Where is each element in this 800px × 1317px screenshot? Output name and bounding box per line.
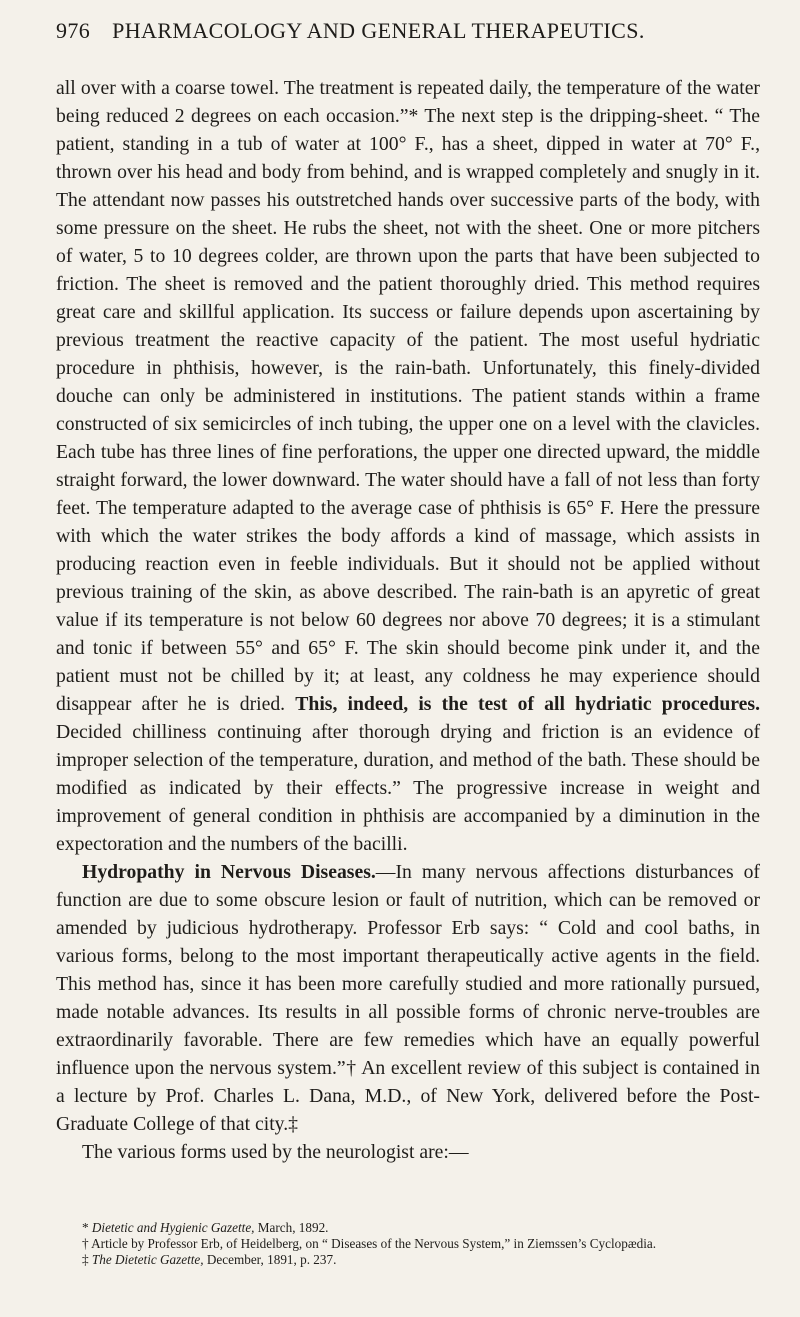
footnote-2: † Article by Professor Erb, of Heidelberg, on “ Diseases of the Nervous System,” in Ziemssen’s Cyclopædia. [82,1236,657,1251]
paragraph-text: —In many nervous affections disturbances of function are due to some obscure lesion or fault of nutrition, which can be removed or amended by judicious hydrotherapy. Professor Erb says: “ Cold and cool baths, in various forms, belong to the most important therapeutically active agents in the field. This method has, since it has been more carefully studied and more rationally pursued, made notable advances. Its results in all possible forms of chronic nerve-troubles are extraordinarily favorable. There are few remedies which have an equally powerful influence upon the nervous system.”† An excellent review of this subject is contained in a lecture by Prof. Charles L. Dana, M.D., of New York, delivered before the Post-Graduate College of that city.‡ [56,861,760,1135]
paragraph-text: The various forms used by the neurologist are:— [82,1141,469,1163]
page-number: 976 [56,18,91,43]
emphasis-text: This, indeed, is the test of all hydriatic procedures. [295,693,760,715]
paragraph-text-continued: Decided chilliness continuing after thorough drying and friction is an evidence of improper selection of the temperature, duration, and method of the bath. These should be modified as indicated by their effects.” The progressive increase in weight and improvement of general condition in phthisis are accompanied by a diminution in the expectoration and the numbers of the bacilli. [56,721,760,855]
running-header [56,18,756,44]
paragraph-nervous-diseases [56,858,760,1138]
footnotes [56,1220,760,1268]
footnote-1: * Dietetic and Hygienic Gazette, March, 1892. [82,1220,329,1235]
body-text [56,74,760,1166]
paragraph-text: all over with a coarse towel. The treatment is repeated daily, the temperature of the water being reduced 2 degrees on each occasion.”* The next step is the dripping-sheet. “ The patient, standing in a tub of water at 100° F., has a sheet, dipped in water at 70° F., thrown over his head and body from behind, and is wrapped completely and snugly in it. The attendant now passes his outstretched hands over successive parts of the body, with some pressure on the sheet. He rubs the sheet, not with the sheet. One or more pitchers of water, 5 to 10 degrees colder, are thrown upon the parts that have been subjected to friction. The sheet is removed and the patient thoroughly dried. This method requires great care and skillful application. Its success or failure depends upon ascertaining by previous treatment the reactive capacity of the patient. The most useful hydriatic procedure in phthisis, however, is the rain-bath. Unfortunately, this finely-divided douche can only be administered in institutions. The patient stands within a frame constructed of six semicircles of inch tubing, the upper one on a level with the clavicles. Each tube has three lines of fine perforations, the upper one directed upward, the middle straight forward, the lower downward. The water should have a fall of not less than forty feet. The temperature adapted to the average case of phthisis is 65° F. Here the pressure with which the water strikes the body affords a kind of massage, which assists in producing reaction even in feeble individuals. But it should not be applied without previous training of the skin, as above described. The rain-bath is an apyretic of great value if its temperature is not below 60 degrees nor above 70 degrees; it is a stimulant and tonic if between 55° and 65° F. The skin should become pink under it, and the patient must not be chilled by it; at least, any coldness he may experience should disappear after he is dried. [56,77,760,715]
running-title: PHARMACOLOGY AND GENERAL THERAPEUTICS. [112,18,645,43]
paragraph-forms [56,1138,760,1166]
footnote-3: ‡ The Dietetic Gazette, December, 1891, p. 237. [82,1252,337,1267]
footnote-source-title: Dietetic and Hygienic Gazette, [91,1220,255,1235]
section-heading: Hydropathy in Nervous Diseases. [82,861,376,883]
footnote-source-title: The Dietetic Gazette, [91,1252,204,1267]
paragraph-phthisis-treatment [56,74,760,858]
